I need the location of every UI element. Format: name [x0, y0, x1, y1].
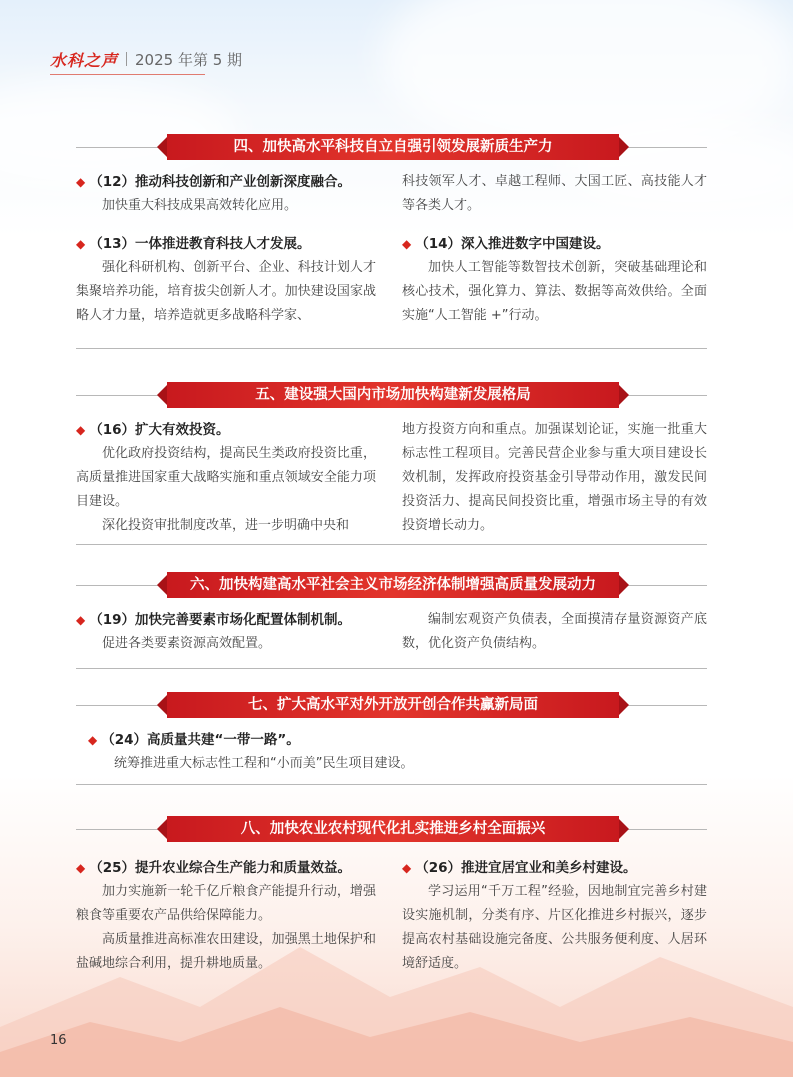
section-7 [76, 692, 707, 771]
diamond-bullet-icon: ◆ [402, 237, 412, 251]
diamond-bullet-icon: ◆ [402, 861, 412, 875]
subsection-title [76, 608, 376, 632]
diamond-bullet-icon: ◆ [76, 175, 86, 189]
diamond-bullet-icon: ◆ [76, 423, 86, 437]
paragraph-continued: 科技领军人才、卓越工程师、大国工匠、高技能人才等各类人才。 [402, 174, 707, 213]
right-column [402, 608, 707, 656]
right-column [402, 170, 707, 328]
right-column [402, 856, 707, 976]
section-title: 六、加快构建高水平社会主义市场经济体制增强高质量发展动力 [167, 572, 619, 598]
subsection-title [402, 856, 707, 880]
section-heading [76, 572, 707, 598]
diamond-bullet-icon: ◆ [76, 237, 86, 251]
paragraph: 促进各类要素资源高效配置。 [102, 636, 272, 651]
paragraph-continued: 地方投资方向和重点。加强谋划论证，实施一批重大标志性工程项目。完善民营企业参与重大项目建设长效机制，发挥政府投资基金引导带动作用，激发民间投资活力、提高民间投资比重，增强市场主导的有效投资增长动力。 [402, 422, 707, 533]
section-heading [76, 692, 707, 718]
section-heading [76, 382, 707, 408]
section-title: 七、扩大高水平对外开放开创合作共赢新局面 [167, 692, 619, 718]
magazine-brand: 水科之声 [50, 50, 119, 70]
page-number: 16 [50, 1033, 67, 1048]
header-divider [126, 52, 127, 66]
section-bottom-rule [76, 784, 707, 785]
section-title: 八、加快农业农村现代化扎实推进乡村全面振兴 [167, 816, 619, 842]
section-6 [76, 572, 707, 651]
paragraph: 强化科研机构、创新平台、企业、科技计划人才集聚培养功能，培育拔尖创新人才。加快建设国家战略人才力量，培养造就更多战略科学家、 [76, 260, 376, 323]
paragraph: 加快人工智能等数智技术创新，突破基础理论和核心技术，强化算力、算法、数据等高效供给。全面实施“人工智能 +”行动。 [402, 260, 707, 323]
section-5 [76, 382, 707, 533]
paragraph: 加力实施新一轮千亿斤粮食产能提升行动，增强粮食等重要农产品供给保障能力。 [76, 884, 376, 923]
right-column [402, 418, 707, 538]
header-underline [50, 74, 205, 75]
subsection-title [76, 418, 376, 442]
left-column [76, 170, 376, 328]
paragraph: 加快重大科技成果高效转化应用。 [102, 198, 298, 213]
subsection-title-text: （13）一体推进教育科技人才发展。 [89, 236, 311, 252]
section-bottom-rule [76, 348, 707, 349]
diamond-bullet-icon: ◆ [88, 733, 98, 747]
section-heading [76, 816, 707, 842]
paragraph: 高质量推进高标准农田建设，加强黑土地保护和盐碱地综合利用，提升耕地质量。 [76, 932, 376, 971]
section-heading [76, 134, 707, 160]
subsection-title [88, 728, 719, 752]
page-header [50, 48, 242, 70]
subsection-title-text: （19）加快完善要素市场化配置体制机制。 [89, 612, 352, 628]
paragraph: 学习运用“千万工程”经验，因地制宜完善乡村建设实施机制，分类有序、片区化推进乡村振兴，逐步提高农村基础设施完备度、公共服务便利度、人居环境舒适度。 [402, 884, 707, 971]
section-title: 四、加快高水平科技自立自强引领发展新质生产力 [167, 134, 619, 160]
left-column [76, 418, 376, 538]
subsection-title-text: （16）扩大有效投资。 [89, 422, 230, 438]
subsection-title [76, 232, 376, 256]
paragraph: 深化投资审批制度改革，进一步明确中央和 [102, 518, 350, 533]
subsection-title-text: （26）推进宜居宜业和美乡村建设。 [415, 860, 637, 876]
paragraph: 优化政府投资结构，提高民生类政府投资比重，高质量推进国家重大战略实施和重点领域安全能力项目建设。 [76, 446, 376, 509]
diamond-bullet-icon: ◆ [76, 861, 86, 875]
diamond-bullet-icon: ◆ [76, 613, 86, 627]
section-title: 五、建设强大国内市场加快构建新发展格局 [167, 382, 619, 408]
section-4 [76, 134, 707, 323]
paragraph: 编制宏观资产负债表，全面摸清存量资源资产底数，优化资产负债结构。 [402, 612, 707, 651]
subsection-title [76, 170, 376, 194]
subsection-title [402, 232, 707, 256]
subsection-title-text: （14）深入推进数字中国建设。 [415, 236, 610, 252]
left-column [76, 856, 376, 976]
section-8 [76, 816, 707, 971]
paragraph: 统筹推进重大标志性工程和“小而美”民生项目建设。 [114, 756, 414, 771]
subsection-title-text: （12）推动科技创新和产业创新深度融合。 [89, 174, 352, 190]
section-bottom-rule [76, 668, 707, 669]
left-column [76, 608, 376, 656]
full-column [88, 728, 719, 776]
section-bottom-rule [76, 544, 707, 545]
subsection-title-text: （24）高质量共建“一带一路”。 [101, 732, 300, 748]
issue-label: 2025 年第 5 期 [135, 50, 243, 69]
subsection-title [76, 856, 376, 880]
subsection-title-text: （25）提升农业综合生产能力和质量效益。 [89, 860, 352, 876]
